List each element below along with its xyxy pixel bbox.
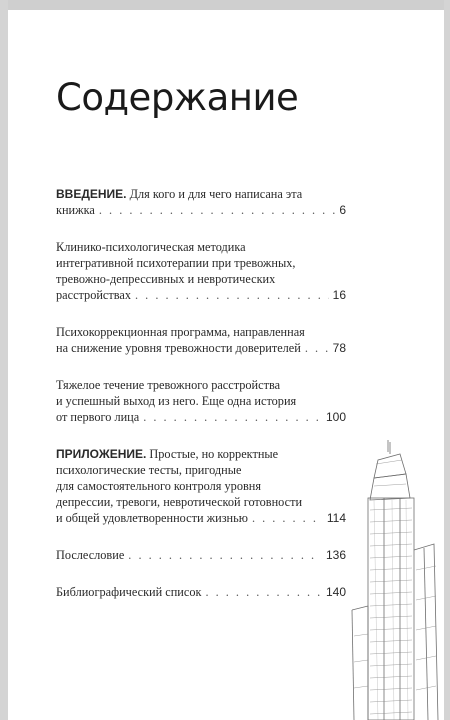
toc-entry-text: Для кого и для чего написана эта (129, 187, 303, 201)
toc-page-number: 140 (325, 585, 346, 599)
toc-page-number: 16 (332, 288, 346, 302)
toc-entry-text: Психокоррекционная программа, направленная (56, 325, 305, 339)
toc-entry-label: ПРИЛОЖЕНИЕ. (56, 447, 147, 461)
dot-leader (252, 510, 323, 526)
toc-entry-label: ВВЕДЕНИЕ. (56, 187, 127, 201)
toc-entry-text: депрессии, тревоги, невротической готовности (56, 495, 303, 509)
toc-entry-text: тревожно-депрессивных и невротических (56, 272, 276, 286)
toc-entry-text: расстройствах (56, 288, 132, 302)
toc-entry-appendix[interactable] (56, 446, 346, 526)
toc-page-number: 114 (326, 511, 346, 525)
table-of-contents (56, 186, 346, 621)
toc-entry-bibliography[interactable] (56, 584, 346, 600)
toc-entry-story[interactable] (56, 377, 346, 425)
toc-entry-method[interactable] (56, 239, 346, 303)
toc-page-number: 100 (325, 410, 346, 424)
toc-entry-text: Послесловие (56, 548, 125, 562)
page-border-right (444, 0, 450, 720)
skyscraper-sketch-icon (348, 440, 444, 720)
dot-leader (205, 584, 321, 600)
toc-entry-text: и успешный выход из него. Еще одна история (56, 394, 297, 408)
page-border-left (0, 0, 8, 720)
toc-entry-introduction[interactable] (56, 186, 346, 218)
page-border-top (0, 0, 450, 10)
toc-entry-text: интегративной психотерапии при тревожных, (56, 256, 296, 270)
dot-leader (135, 287, 329, 303)
toc-entry-text: от первого лица (56, 410, 140, 424)
dot-leader (143, 409, 322, 425)
toc-entry-text: для самостоятельного контроля уровня (56, 479, 262, 493)
toc-page-number: 78 (332, 341, 346, 355)
toc-entry-text: и общей удовлетворенности жизнью (56, 511, 248, 525)
toc-entry-text: Тяжелое течение тревожного расстройства (56, 378, 281, 392)
toc-page-number: 6 (339, 203, 346, 217)
toc-entry-afterword[interactable] (56, 547, 346, 563)
dot-leader (128, 547, 322, 563)
toc-entry-text: на снижение уровня тревожности доверителей (56, 341, 301, 355)
toc-entry-text: психологические тесты, пригодные (56, 463, 242, 477)
toc-entry-text: книжка (56, 203, 95, 217)
toc-entry-text: Простые, но корректные (149, 447, 279, 461)
dot-leader (99, 202, 335, 218)
toc-entry-program[interactable] (56, 324, 346, 356)
toc-page-number: 136 (325, 548, 346, 562)
toc-entry-text: Клинико-психологическая методика (56, 240, 246, 254)
toc-entry-text: Библиографический список (56, 585, 202, 599)
dot-leader (305, 340, 329, 356)
page-title: Содержание (56, 76, 299, 119)
